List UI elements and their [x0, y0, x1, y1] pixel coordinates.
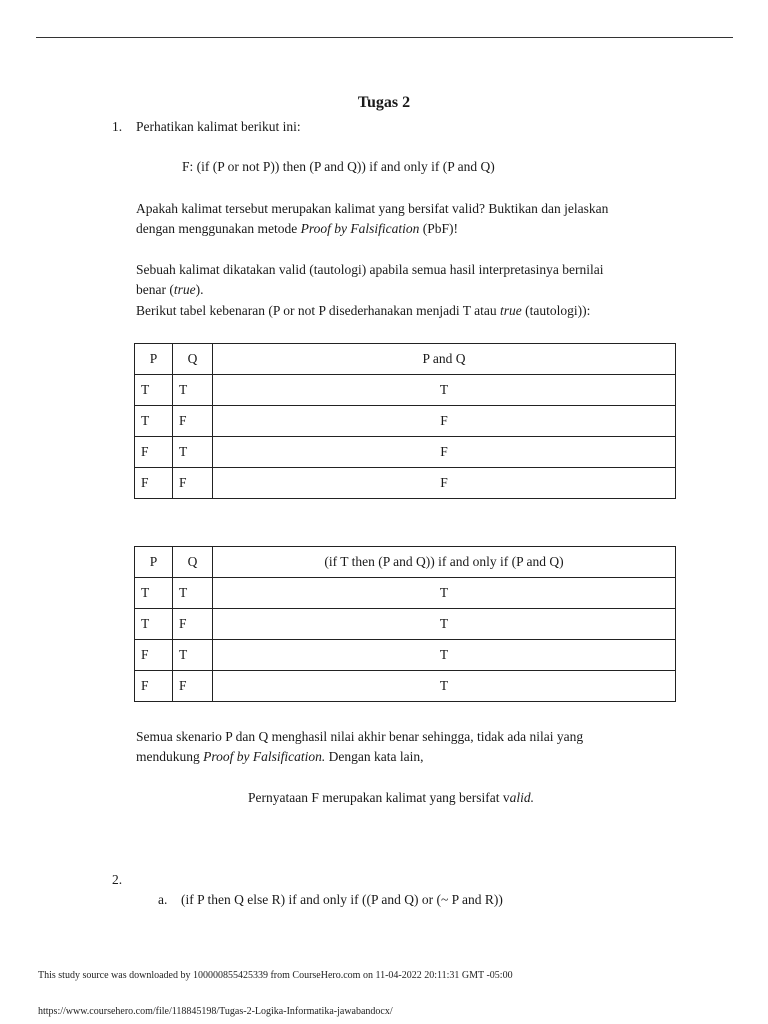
top-rule [36, 37, 733, 38]
table-header-row [135, 344, 676, 375]
q1-question-line2-post: (PbF)! [419, 221, 458, 236]
table-cell: F [135, 437, 173, 468]
table-cell: F [135, 640, 173, 671]
table-header-cell: P [135, 344, 173, 375]
table-row [135, 468, 676, 499]
q1-number: 1. [112, 119, 123, 134]
q2-a-label: a. [158, 892, 168, 907]
table-cell: T [173, 640, 213, 671]
table-cell: T [213, 671, 676, 702]
table-cell: F [135, 671, 173, 702]
footer-url[interactable]: https://www.coursehero.com/file/118845198/Tugas-2-Logika-Informatika-jawabandocx/ [38, 1006, 393, 1017]
footer-source-note: This study source was downloaded by 100000855425339 from CourseHero.com on 11-04-2022 20:11:31 GMT -05:00 [38, 970, 513, 981]
table-cell: T [213, 640, 676, 671]
table-header-cell: Q [173, 547, 213, 578]
table-header-cell: P [135, 547, 173, 578]
q1-table-intro-true: true [500, 303, 522, 318]
q1-valid-line2-post: ). [195, 282, 204, 297]
q1-valid-line2 [136, 282, 203, 298]
page-title: Tugas 2 [357, 94, 411, 111]
table-row [135, 671, 676, 702]
table-cell: T [135, 609, 173, 640]
table-cell: F [213, 406, 676, 437]
truth-table-biconditional [134, 546, 676, 702]
table-row [135, 640, 676, 671]
table-header-cell: P and Q [213, 344, 676, 375]
q1-table-intro-pre: Berikut tabel kebenaran (P or not P disederhanakan menjadi T atau [136, 303, 501, 318]
table-cell: T [135, 578, 173, 609]
table-header-cell: (if T then (P and Q)) if and only if (P and Q) [213, 547, 676, 578]
table-cell: F [173, 406, 213, 437]
q1-conclusion-line2-pre: mendukung [136, 749, 204, 764]
q1-valid-true: true [173, 282, 196, 297]
table-cell: T [213, 375, 676, 406]
q1-statement-valid: alid. [509, 790, 535, 805]
table-cell: T [213, 609, 676, 640]
q1-conclusion-line2-post: Dengan kata lain, [325, 749, 424, 764]
q1-question-method: Proof by Falsification [300, 221, 420, 236]
table-header-row [135, 547, 676, 578]
q1-statement-pre: Pernyataan F merupakan kalimat yang bersifat v [248, 790, 510, 805]
q2-number: 2. [112, 872, 123, 887]
table-header-cell: Q [173, 344, 213, 375]
q1-question-line1: Apakah kalimat tersebut merupakan kalimat yang bersifat valid? Buktikan dan jelaskan [136, 201, 609, 216]
q2-a-text: (if P then Q else R) if and only if ((P and Q) or (~ P and R)) [181, 892, 503, 907]
table-cell: T [213, 578, 676, 609]
table-cell: F [213, 437, 676, 468]
table-cell: F [173, 671, 213, 702]
table-cell: T [135, 375, 173, 406]
table-cell: T [173, 578, 213, 609]
q1-table-intro-post: (tautologi)): [521, 303, 591, 318]
q1-conclusion-line1: Semua skenario P dan Q menghasil nilai akhir benar sehingga, tidak ada nilai yang [136, 729, 584, 744]
table-row [135, 437, 676, 468]
q1-formula: F: (if (P or not P)) then (P and Q)) if and only if (P and Q) [182, 159, 495, 174]
table-row [135, 406, 676, 437]
q1-conclusion-line2 [136, 749, 423, 765]
q1-statement [248, 790, 534, 806]
table-row [135, 375, 676, 406]
q1-table-intro [136, 303, 590, 319]
q1-question-line2-pre: dengan menggunakan metode [136, 221, 301, 236]
table-cell: T [173, 437, 213, 468]
q1-intro: Perhatikan kalimat berikut ini: [136, 119, 301, 134]
table-cell: T [135, 406, 173, 437]
table-cell: F [135, 468, 173, 499]
table-row [135, 609, 676, 640]
table-cell: F [213, 468, 676, 499]
q1-conclusion-method: Proof by Falsification. [203, 749, 326, 764]
truth-table-p-and-q [134, 343, 676, 499]
table-cell: F [173, 609, 213, 640]
q1-question-line2 [136, 221, 458, 237]
table-row [135, 578, 676, 609]
q1-valid-line2-pre: benar ( [136, 282, 174, 297]
table-cell: F [173, 468, 213, 499]
table-cell: T [173, 375, 213, 406]
q1-valid-line1: Sebuah kalimat dikatakan valid (tautologi) apabila semua hasil interpretasinya bernilai [136, 262, 604, 277]
